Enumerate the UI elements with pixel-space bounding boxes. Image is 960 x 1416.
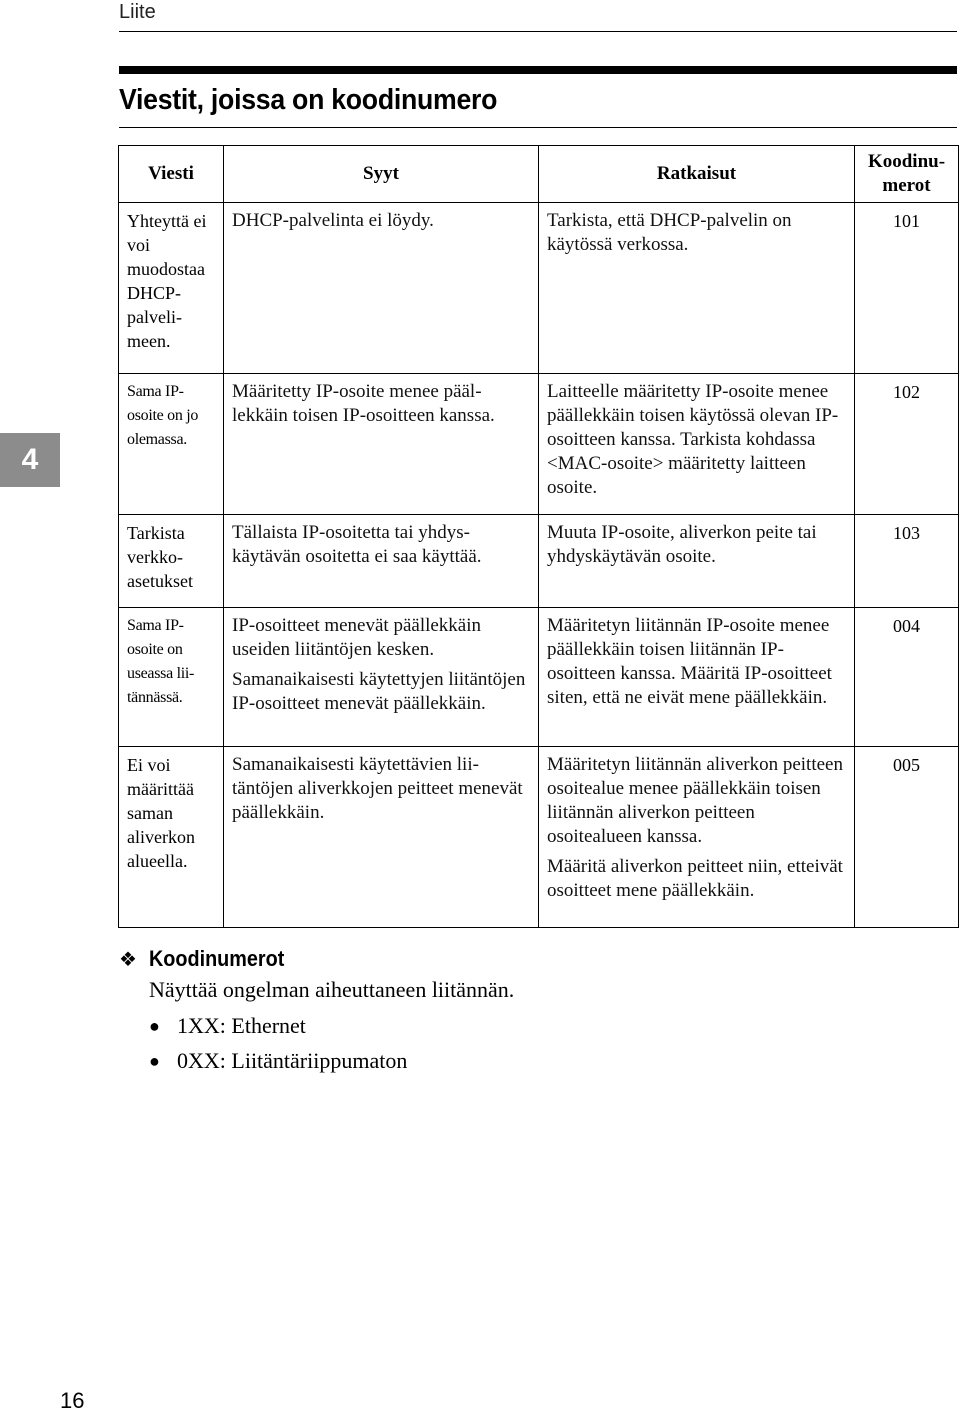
header-code: Koodinu- merot [855,146,959,203]
title-bar [119,66,957,74]
chapter-tab: 4 [0,433,60,487]
table-row [119,515,959,608]
list-item-text: 1XX: Ethernet [177,1012,306,1038]
table-row [119,374,959,515]
table-row [119,203,959,374]
cause-text: Samanaikaisesti käytettyjen liitäntöjen IP-osoitteet menevät päällekkäin. [232,669,526,714]
header-solution: Ratkaisut [539,146,855,203]
cell-solution [539,515,855,608]
cause-text: DHCP-palvelinta ei löydy. [232,210,434,231]
cause-text: Määritetty IP-osoite menee päällekkäin toisen IP-osoitteen kanssa. [232,381,495,426]
cell-message: Yhteyttä ei voi muodostaa DHCP-palvelimeen. [119,203,224,374]
solution-text: Määritetyn liitännän aliverkon peitteen osoitealue menee päällekkäin toisen liitännän aliverkon peitteen osoitealueen kanssa. [547,754,843,847]
list-item [149,1043,407,1078]
cell-cause [224,374,539,515]
diamond-bullet-icon: ❖ [119,947,137,971]
section-description: Näyttää ongelman aiheuttaneen liitännän. [149,977,515,1002]
bullet-dot-icon: ● [149,1015,160,1036]
error-code-table [118,145,959,928]
cell-code: 102 [855,374,959,515]
cell-cause [224,747,539,928]
code-range-list [149,1008,407,1078]
cell-solution [539,374,855,515]
cell-solution [539,608,855,747]
cell-message: Tarkista verkkoasetukset [119,515,224,608]
page-number: 16 [60,1388,85,1413]
list-item-text: 0XX: Liitäntäriippumaton [177,1047,408,1073]
cell-cause [224,608,539,747]
cell-solution [539,747,855,928]
cell-message: Sama IP-osoite on useassa liitännässä. [119,608,224,747]
section-title: Koodinumerot [149,946,285,971]
table-header-row [119,146,959,203]
cell-code: 101 [855,203,959,374]
cause-text: Samanaikaisesti käytettävien liitäntöjen aliverkkojen peitteet menevät päällekkäin. [232,754,523,823]
cell-message: Ei voi määrittää saman aliverkon alueella. [119,747,224,928]
solution-text: Määritetyn liitännän IP-osoite menee päällekkäin toisen liitännän IP-osoitteen kanssa. Määritä IP-osoitteet siten, että ne eivät mene päällekkäin. [547,615,832,708]
list-item [149,1008,407,1043]
cell-code: 004 [855,608,959,747]
cause-text: IP-osoitteet menevät päällekkäin useiden liitäntöjen kesken. [232,615,482,660]
header-rule [119,31,957,32]
cell-code: 103 [855,515,959,608]
title-rule [119,127,957,128]
section-heading [119,946,299,972]
header-message: Viesti [119,146,224,203]
cell-code: 005 [855,747,959,928]
page-title: Viestit, joissa on koodinumero [119,84,498,116]
cell-message: Sama IP-osoite on jo olemassa. [119,374,224,515]
solution-text: Määritä aliverkon peitteet niin, etteivät osoitteet mene päällekkäin. [547,856,843,901]
solution-text: Laitteelle määritetty IP-osoite menee päällekkäin toisen käytössä olevan IP-osoitteen kanssa. Tarkista kohdassa <MAC-osoite> määritetty laitteen osoite. [547,381,839,498]
cell-solution [539,203,855,374]
header-cause: Syyt [224,146,539,203]
table-row [119,747,959,928]
cell-cause [224,203,539,374]
cause-text: Tällaista IP-osoitetta tai yhdyskäytävän osoitetta ei saa käyttää. [232,522,482,567]
solution-text: Tarkista, että DHCP-palvelin on käytössä verkossa. [547,210,792,255]
cell-cause [224,515,539,608]
running-header: Liite [119,1,156,23]
solution-text: Muuta IP-osoite, aliverkon peite tai yhdyskäytävän osoite. [547,522,817,567]
bullet-dot-icon: ● [149,1050,160,1071]
table-row [119,608,959,747]
